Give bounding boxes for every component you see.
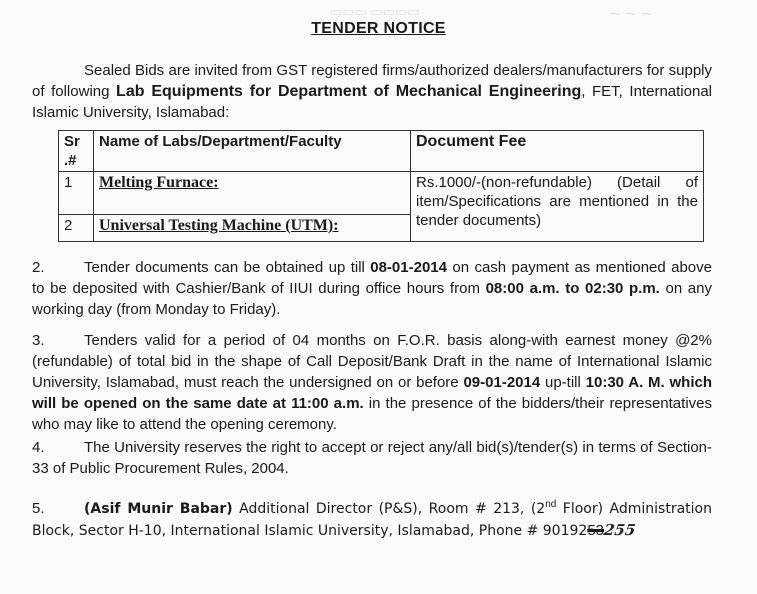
paragraph-4: 4. The University reserves the right to accept or reject any/all bid(s)/tender(s) in terms of Section-33 of Public Procurement Rules, 2004. xyxy=(32,439,712,477)
page-title: TENDER NOTICE xyxy=(311,20,446,37)
show-through-mark: ~ ~ ~ xyxy=(610,4,652,24)
document-fee-cell: Rs.1000/-(non-refundable) (Detail of item/Specifications are mentioned in the tender documents) xyxy=(411,172,704,242)
signatory-name: (Asif Munir Babar) xyxy=(84,501,233,517)
paragraph-5: 5. (Asif Munir Babar) Additional Director (P&S), Room # 213, (2nd Floor) Administration Block, Sector H-10, International Islamic University, Islamabad, Phone # 9019253255 xyxy=(32,499,712,539)
row-sr: 1 xyxy=(59,172,94,215)
header-fee: Document Fee xyxy=(411,131,704,172)
table-header-row xyxy=(59,131,704,172)
paragraph-3: 3. Tenders valid for a period of 04 months on F.O.R. basis along-with earnest money @2% (refundable) of total bid in the shape of Call Deposit/Bank Draft in the name of International Islamic University, Islamabad, must reach the undersigned on or before 09-01-2014 up-till 10:30 A. M. which will be opened on the same date at 11:00 a.m. in the presence of the bidders/their representatives who may like to attend the opening ceremony. xyxy=(32,332,713,433)
row-name: Melting Furnace: xyxy=(94,172,411,215)
paragraph-2: 2. Tender documents can be obtained up till 08-01-2014 on cash payment as mentioned above to be deposited with Cashier/Bank of IIUI during office hours from 08:00 a.m. to 02:30 p.m. on any working day (from Monday to Friday). xyxy=(32,259,712,318)
header-name: Name of Labs/Department/Faculty xyxy=(94,131,411,172)
tender-items-table xyxy=(58,130,704,242)
intro-paragraph: Sealed Bids are invited from GST registered firms/authorized dealers/manufacturers for supply of following Lab Equipments for Department of Mechanical Engineering, FET, International Islamic University, Islamabad: xyxy=(32,62,712,121)
handwritten-correction: 255 xyxy=(602,521,637,539)
table-row xyxy=(59,172,704,215)
show-through-mark: ▭▭▭ ▭▭▭▭ xyxy=(330,4,420,19)
header-sr: Sr .# xyxy=(59,131,94,172)
struck-digits: 53 xyxy=(587,522,604,539)
row-sr: 2 xyxy=(59,215,94,242)
row-name: Universal Testing Machine (UTM): xyxy=(94,215,411,242)
